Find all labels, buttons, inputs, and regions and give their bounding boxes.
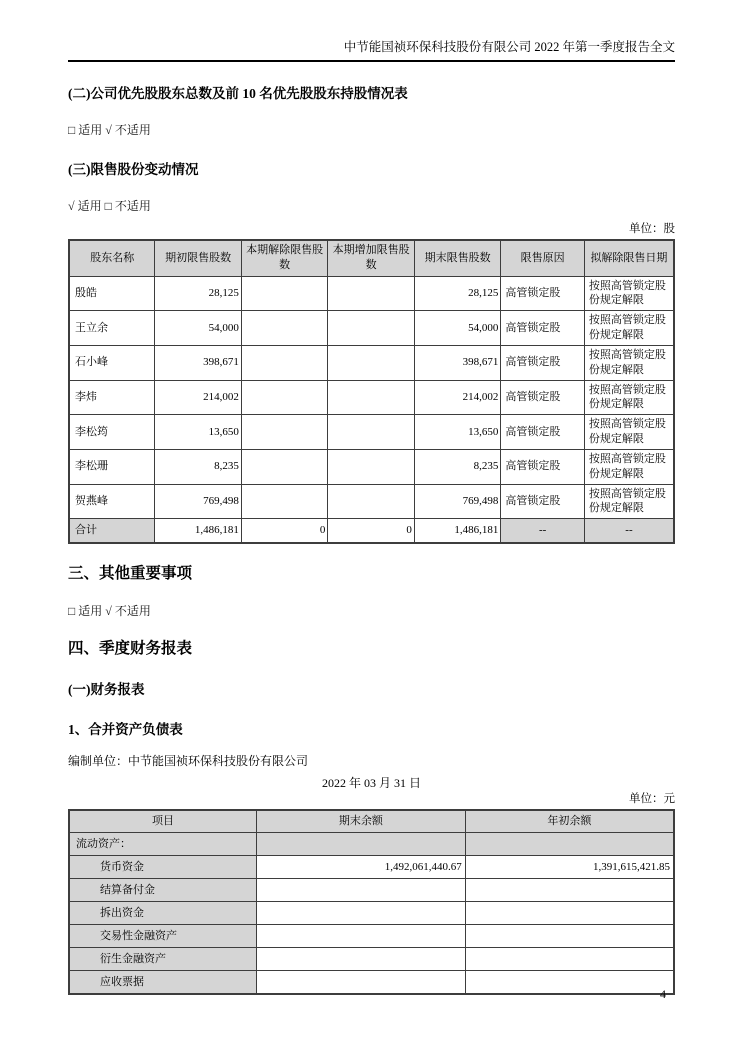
applicability-note-other: □ 适用 √ 不适用 — [68, 603, 151, 618]
section-restricted-shares-heading: (三)限售股份变动情况 — [68, 162, 199, 177]
table-header-row — [69, 240, 674, 276]
section-other-matters-heading: 三、其他重要事项 — [68, 564, 193, 582]
cell-beginning-balance — [465, 833, 674, 856]
table-row — [69, 925, 674, 948]
cell-total-reason: -- — [501, 519, 584, 543]
cell-reason: 高管锁定股 — [501, 484, 584, 519]
cell-released — [241, 380, 328, 415]
column-header-beginning-balance: 年初余额 — [465, 810, 674, 833]
cell-total-end: 1,486,181 — [414, 519, 501, 543]
section-preferred-shareholders-heading: (二)公司优先股股东总数及前 10 名优先股股东持股情况表 — [68, 86, 408, 101]
column-header-added: 本期增加限售股数 — [328, 240, 415, 276]
cell-total-added: 0 — [328, 519, 415, 543]
cell-release-date: 按照高管锁定股份规定解限 — [584, 415, 674, 450]
section-financial-statements-heading: (一)财务报表 — [68, 681, 145, 697]
cell-total-date: -- — [584, 519, 674, 543]
cell-release-date: 按照高管锁定股份规定解限 — [584, 449, 674, 484]
cell-total-released: 0 — [241, 519, 328, 543]
cell-ending-balance — [257, 833, 466, 856]
cell-item: 拆出资金 — [69, 902, 257, 925]
cell-shareholder: 李松珊 — [69, 449, 155, 484]
cell-begin: 769,498 — [155, 484, 242, 519]
table-total-row — [69, 519, 674, 543]
cell-ending-balance — [257, 948, 466, 971]
cell-shareholder: 王立余 — [69, 311, 155, 346]
cell-item: 结算备付金 — [69, 879, 257, 902]
cell-reason: 高管锁定股 — [501, 449, 584, 484]
cell-ending-balance — [257, 971, 466, 994]
balance-sheet-date: 2022 年 03 月 31 日 — [321, 775, 421, 790]
cell-shareholder: 石小峰 — [69, 345, 155, 380]
cell-begin: 214,002 — [155, 380, 242, 415]
unit-label-yuan: 单位：元 — [629, 792, 675, 805]
table-row — [69, 311, 674, 346]
column-header-shareholder: 股东名称 — [69, 240, 155, 276]
balance-sheet-table — [68, 809, 675, 995]
cell-added — [328, 345, 415, 380]
column-header-reason: 限售原因 — [501, 240, 584, 276]
table-header-row — [69, 810, 674, 833]
table-row — [69, 971, 674, 994]
cell-total-begin: 1,486,181 — [155, 519, 242, 543]
cell-added — [328, 311, 415, 346]
cell-reason: 高管锁定股 — [501, 380, 584, 415]
table-row — [69, 484, 674, 519]
cell-beginning-balance — [465, 948, 674, 971]
cell-item: 流动资产： — [69, 833, 257, 856]
cell-total-label: 合计 — [69, 519, 155, 543]
cell-begin: 13,650 — [155, 415, 242, 450]
cell-begin: 398,671 — [155, 345, 242, 380]
cell-released — [241, 345, 328, 380]
table-row — [69, 948, 674, 971]
cell-reason: 高管锁定股 — [501, 276, 584, 311]
cell-shareholder: 李松筠 — [69, 415, 155, 450]
column-header-begin-restricted: 期初限售股数 — [155, 240, 242, 276]
cell-released — [241, 276, 328, 311]
cell-released — [241, 311, 328, 346]
cell-end: 769,498 — [414, 484, 501, 519]
cell-release-date: 按照高管锁定股份规定解限 — [584, 311, 674, 346]
document-header — [68, 0, 675, 62]
cell-release-date: 按照高管锁定股份规定解限 — [584, 380, 674, 415]
cell-begin: 28,125 — [155, 276, 242, 311]
cell-beginning-balance — [465, 902, 674, 925]
section-balance-sheet-heading: 1、合并资产负债表 — [68, 721, 183, 737]
cell-shareholder: 殷皓 — [69, 276, 155, 311]
cell-end: 398,671 — [414, 345, 501, 380]
column-header-release-date: 拟解除限售日期 — [584, 240, 674, 276]
cell-release-date: 按照高管锁定股份规定解限 — [584, 345, 674, 380]
cell-released — [241, 484, 328, 519]
section-quarterly-statements-heading: 四、季度财务报表 — [68, 639, 193, 657]
cell-begin: 8,235 — [155, 449, 242, 484]
cell-added — [328, 276, 415, 311]
cell-end: 28,125 — [414, 276, 501, 311]
table-row — [69, 856, 674, 879]
cell-end: 13,650 — [414, 415, 501, 450]
table-row — [69, 879, 674, 902]
cell-shareholder: 李炜 — [69, 380, 155, 415]
cell-item: 交易性金融资产 — [69, 925, 257, 948]
cell-added — [328, 415, 415, 450]
table-row — [69, 345, 674, 380]
applicability-note-restricted: √ 适用 □ 不适用 — [68, 199, 151, 213]
cell-reason: 高管锁定股 — [501, 415, 584, 450]
table-row — [69, 380, 674, 415]
cell-release-date: 按照高管锁定股份规定解限 — [584, 276, 674, 311]
cell-end: 214,002 — [414, 380, 501, 415]
column-header-item: 项目 — [69, 810, 257, 833]
unit-label-shares: 单位：股 — [629, 223, 675, 235]
cell-item: 货币资金 — [69, 856, 257, 879]
cell-beginning-balance — [465, 879, 674, 902]
page-number: 4 — [660, 987, 666, 1001]
restricted-shares-table — [68, 239, 675, 544]
column-header-released: 本期解除限售股数 — [241, 240, 328, 276]
cell-item: 衍生金融资产 — [69, 948, 257, 971]
table-row — [69, 276, 674, 311]
cell-added — [328, 380, 415, 415]
column-header-ending-balance: 期末余额 — [257, 810, 466, 833]
table-row — [69, 449, 674, 484]
cell-added — [328, 449, 415, 484]
cell-beginning-balance: 1,391,615,421.85 — [465, 856, 674, 879]
column-header-end-restricted: 期末限售股数 — [414, 240, 501, 276]
cell-released — [241, 415, 328, 450]
cell-reason: 高管锁定股 — [501, 311, 584, 346]
table-row — [69, 415, 674, 450]
cell-ending-balance: 1,492,061,440.67 — [257, 856, 466, 879]
cell-release-date: 按照高管锁定股份规定解限 — [584, 484, 674, 519]
cell-end: 54,000 — [414, 311, 501, 346]
cell-ending-balance — [257, 879, 466, 902]
cell-released — [241, 449, 328, 484]
cell-end: 8,235 — [414, 449, 501, 484]
cell-item: 应收票据 — [69, 971, 257, 994]
document-header-title: 中节能国祯环保科技股份有限公司 2022 年第一季度报告全文 — [343, 40, 675, 54]
applicability-note-preferred: □ 适用 √ 不适用 — [68, 123, 151, 137]
cell-beginning-balance — [465, 971, 674, 994]
cell-shareholder: 贺燕峰 — [69, 484, 155, 519]
cell-beginning-balance — [465, 925, 674, 948]
prepared-by-line: 编制单位：中节能国祯环保科技股份有限公司 — [68, 753, 309, 768]
cell-ending-balance — [257, 902, 466, 925]
cell-ending-balance — [257, 925, 466, 948]
cell-reason: 高管锁定股 — [501, 345, 584, 380]
cell-added — [328, 484, 415, 519]
table-row — [69, 902, 674, 925]
cell-begin: 54,000 — [155, 311, 242, 346]
table-section-row — [69, 833, 674, 856]
